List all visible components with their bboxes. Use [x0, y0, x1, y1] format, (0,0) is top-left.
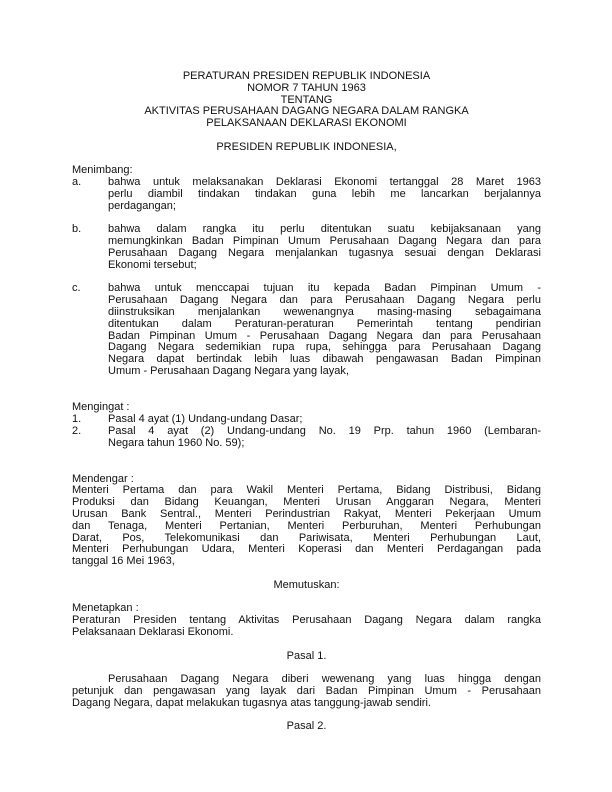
menetapkan-label: Menetapkan : [72, 602, 139, 615]
memutuskan-heading: Memutuskan: [273, 578, 340, 591]
title-line: TENTANG [280, 93, 333, 106]
menimbang-item [72, 224, 541, 271]
blank-line [72, 639, 541, 651]
blank-line [72, 449, 541, 461]
blank-line [72, 592, 541, 604]
menimbang-item [72, 177, 541, 212]
text-line: Pasal 4 ayat (1) Undang-undang Dasar; [108, 412, 303, 425]
text-line: Dagang Negara sedemikian rupa rupa, sehingga para Perusahaan Dagang [108, 341, 541, 354]
document-page [72, 71, 541, 733]
text-line: Negara tahun 1960 No. 59); [108, 436, 245, 449]
item-text [108, 177, 541, 212]
text-line: ditentukan dalam Peraturan-peraturan Pemerintah tentang pendirian [108, 317, 541, 330]
spacer [72, 461, 541, 474]
pasal-2-heading: Pasal 2. [286, 720, 327, 733]
spacer [72, 390, 541, 403]
text-line: Umum - Perusahaan Dagang Negara yang layak, [108, 364, 349, 377]
mendengar-line: dan Tenaga, Menteri Pertanian, Menteri Perburuhan, Menteri Perhubungan [72, 519, 541, 532]
menetapkan-line: Peraturan Presiden tentang Aktivitas Perusahaan Dagang Negara dalam rangka [72, 614, 541, 627]
text-line: Badan Pimpinan Umum - Perusahaan Dagang Negara dan para Perusahaan [108, 329, 541, 342]
text-line: Perusahaan Dagang Negara menjalankan tugasnya sesuai dengan Deklarasi [108, 246, 541, 259]
text-line: perlu diambil tindakan tindakan guna lebih me lancarkan berjalannya [108, 187, 541, 200]
text-line: Perusahaan Dagang Negara dan para Perusahaan Dagang Negara perlu [108, 294, 541, 307]
mendengar-line: Produksi dan Bidang Keuangan, Menteri Urusan Anggaran Negara, Menteri [72, 496, 541, 509]
mendengar-line: tanggal 16 Mei 1963, [72, 555, 175, 568]
title-line: NOMOR 7 TAHUN 1963 [247, 81, 366, 94]
mendengar-line: Urusan Bank Sentral., Menteri Perindustrian Rakyat, Menteri Pekerjaan Umum [72, 508, 541, 521]
item-marker: a. [72, 176, 82, 189]
item-marker: c. [72, 282, 81, 295]
text-line: diinstruksikan menjalankan wewenangnya masing-masing sebagaimana [108, 305, 541, 318]
text-line: bahwa untuk melaksanakan Deklarasi Ekonomi tertanggal 28 Maret 1963 [108, 176, 541, 189]
item-marker: b. [72, 223, 82, 236]
blank-line [72, 378, 541, 390]
text-line: perdagangan; [108, 199, 176, 212]
mendengar-line: Menteri Perhubungan Udara, Menteri Koperasi dan Menteri Perdagangan pada [72, 543, 541, 556]
item-marker: 2. [72, 424, 82, 437]
text-line: Pasal 4 ayat (2) Undang-undang No. 19 Prp. tahun 1960 (Lembaran- [108, 424, 541, 437]
mendengar-line: Darat, Pos, Telekomunikasi dan Pariwisata, Menteri Perhubungan Laut, [72, 531, 541, 544]
text-line: memungkinkan Badan Pimpinan Umum Perusahaan Dagang Negara dan para [108, 235, 541, 248]
item-text [108, 426, 541, 450]
pasal-1-line: Dagang Negara, dapat melakukan tugasnya atas tanggung-jawab sendiri. [72, 696, 431, 709]
item-text [108, 283, 541, 377]
text-line: bahwa untuk menccapai tujuan itu kepada Badan Pimpinan Umum - [108, 282, 541, 295]
text-line: bahwa dalam rangka itu perlu ditentukan suatu kebijaksanaan yang [108, 223, 541, 236]
item-marker: 1. [72, 412, 82, 425]
menetapkan-line: Pelaksanaan Deklarasi Ekonomi. [72, 626, 234, 639]
blank-line [72, 154, 541, 166]
pasal-1-line: petunjuk dan pengawasan yang layak dari Badan Pimpinan Umum - Perusahaan [72, 685, 541, 698]
pasal-1-heading: Pasal 1. [286, 649, 327, 662]
mengingat-label: Mengingat : [72, 401, 130, 414]
mendengar-label: Mendengar : [72, 472, 134, 485]
mendengar-line: Menteri Pertama dan para Wakil Menteri Pertama, Bidang Distribusi, Bidang [72, 484, 541, 497]
menimbang-item [72, 283, 541, 377]
mengingat-item [72, 414, 541, 426]
president-heading: PRESIDEN REPUBLIK INDONESIA, [216, 140, 397, 153]
blank-line [72, 130, 541, 142]
text-line: Ekonomi tersebut; [108, 258, 197, 271]
pasal-1-line: Perusahaan Dagang Negara diberi wewenang yang luas hingga dengan [108, 673, 541, 686]
text-line: Negara dapat bertindak lebih luas dibawah pengawasan Badan Pimpinan [108, 353, 541, 366]
title-line: PELAKSANAAN DEKLARASI EKONOMI [206, 117, 407, 130]
menimbang-label: Menimbang: [72, 164, 133, 177]
item-text [108, 224, 541, 271]
title-line: PERATURAN PRESIDEN REPUBLIK INDONESIA [182, 70, 431, 82]
mengingat-item [72, 426, 541, 450]
title-line: AKTIVITAS PERUSAHAAN DAGANG NEGARA DALAM RANGKA [144, 105, 469, 118]
item-text [108, 414, 541, 426]
